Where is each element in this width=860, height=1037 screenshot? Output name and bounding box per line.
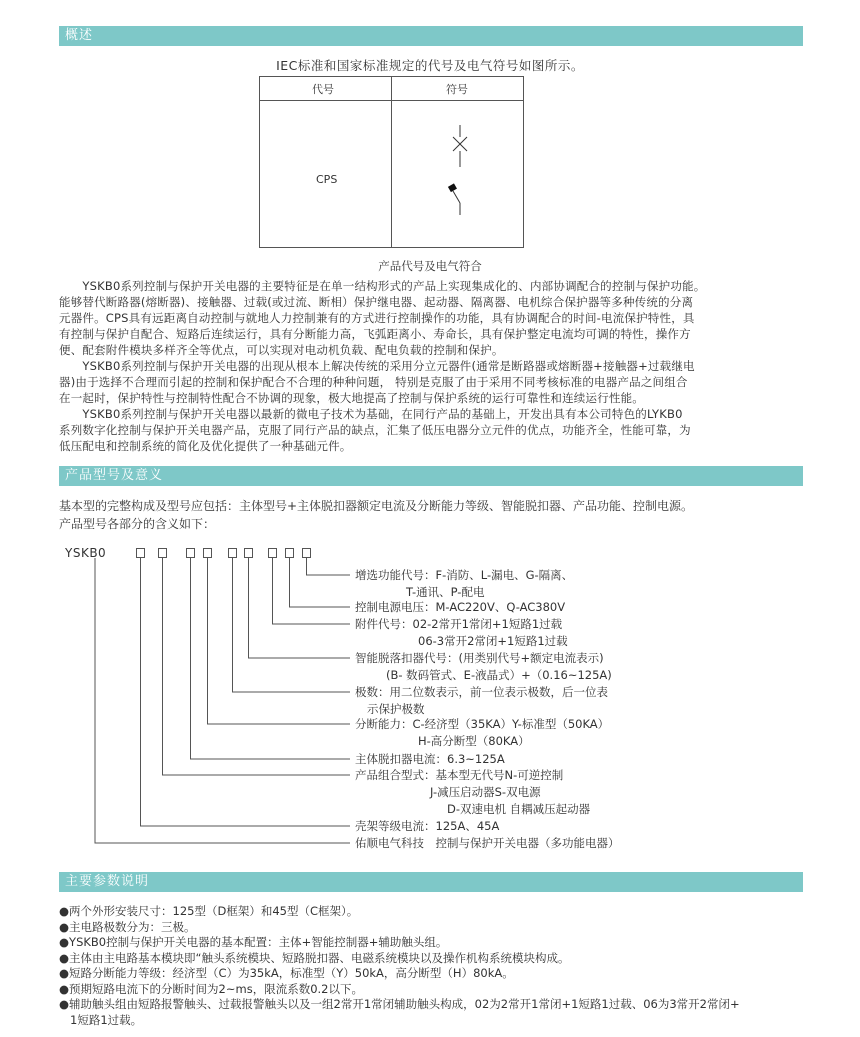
label-control-voltage: 控制电源电压：M-AC220V、Q-AC380V (355, 600, 566, 614)
list-item-cont: 1短路1过载。 (70, 1012, 143, 1027)
model-lead-2: 产品型号各部分的含义如下： (59, 517, 216, 531)
params-list (59, 904, 740, 1028)
label-combination-cont2: D-双速电机 自耦减压起动器 (447, 802, 591, 816)
label-smart-trip-cont: (B- 数码管式、E-液晶式）+（0.16~125A) (386, 668, 612, 682)
list-item: ●辅助触头组由短路报警触头、过载报警触头以及一组2常开1常闭辅助触头构成，02为2常开1常闭+1短路1过载、06为3常开2常闭+ (59, 997, 740, 1011)
section-title: 主要参数说明 (65, 874, 150, 889)
overview-paragraph-2: YSKB0系列控制与保护开关电器的出现从根本上解决传统的采用分立元器件(通常是断路器或熔断器+接触器+过载继电 器)由于选择不合理而引起的控制和保护配合不合理的种种问题， 特别是克服了由于采用不同考核标准的电器产品之间组合 在一起时，保护特性与控制特性配合不协调的现象，极大地提高了控制与保护系统的运行可靠性和连续运行性能。 (59, 359, 695, 405)
list-item: ●短路分断能力等级：经济型（C）为35kA，标准型（Y）50kA，高分断型（H）80kA。 (59, 966, 514, 980)
section-title: 概述 (65, 28, 94, 43)
section-title: 产品型号及意义 (65, 468, 164, 483)
label-optional-function: 增选功能代号：F-消防、L-漏电、G-隔离、 (355, 568, 574, 582)
label-smart-trip: 智能脱落扣器代号：(用类别代号+额定电流表示) (355, 651, 604, 665)
label-accessory-cont: 06-3常开2常闭+1短路1过载 (418, 634, 568, 648)
list-item: ●主体由主电路基本模块即“触头系统模块、短路脱扣器、电磁系统模块以及操作机构系统模块构成。 (59, 950, 570, 965)
overview-paragraph-3: YSKB0系列控制与保护开关电器以最新的微电子技术为基础，在同行产品的基础上，开发出具有本公司特色的LYKB0 系列数字化控制与保护开关电器产品，克服了同行产品的缺点，汇集了低压电器分立元件的优点，功能齐全，性能可靠，为 低压配电和控制系统的简化及优化提供了一种基础元件。 (59, 407, 691, 453)
label-combination-cont1: J-减压启动器S-双电源 (430, 785, 541, 799)
label-poles-cont: 示保护极数 (367, 702, 425, 716)
list-item: ●两个外形安装尺寸：125型（D框架）和45型（C框架）。 (59, 904, 359, 918)
list-item: ●主电路极数分为：三极。 (59, 919, 196, 934)
list-item: ●YSKB0控制与保护开关电器的基本配置：主体+智能控制器+辅助触头组。 (59, 935, 448, 949)
table-header-symbol: 符号 (446, 83, 468, 96)
label-optional-function-cont: T-通讯、P-配电 (406, 585, 485, 599)
section-bar-params (59, 872, 803, 892)
symbol-intro: IEC标准和国家标准规定的代号及电气符号如图所示。 (276, 58, 584, 73)
model-lead-1: 基本型的完整构成及型号应包括：主体型号+主体脱扣器额定电流及分断能力等级、智能脱扣器、产品功能、控制电源。 (59, 499, 694, 513)
table-header-code: 代号 (312, 83, 334, 96)
label-main-trip-current: 主体脱扣器电流：6.3~125A (355, 752, 505, 766)
label-breaking-capacity-cont: H-高分断型（80KA） (418, 734, 530, 748)
model-prefix: YSKB0 (65, 546, 107, 560)
label-combination: 产品组合型式：基本型无代号N-可逆控制 (355, 768, 564, 782)
product-code: CPS (316, 173, 338, 186)
table-caption: 产品代号及电气符合 (378, 259, 482, 273)
list-item: ●预期短路电流下的分断时间为2~ms，限流系数0.2以下。 (59, 981, 363, 996)
label-company: 佑顺电气科技 控制与保护开关电器（多功能电器） (355, 836, 620, 850)
label-frame-current: 壳架等级电流：125A、45A (355, 819, 500, 833)
label-accessory: 附件代号：02-2常开1常闭+1短路1过载 (355, 617, 563, 631)
label-poles: 极数：用二位数表示，前一位表示极数，后一位表 (355, 685, 608, 699)
overview-paragraph-1: YSKB0系列控制与保护开关电器的主要特征是在单一结构形式的产品上实现集成化的、内部协调配合的控制与保护功能。 能够替代断路器(熔断器)、接触器、过载(或过流、断相）保护继电器、起动器、隔离器、电机综合保护器等多种传统的分离 元器件。CPS具有远距离自动控制与就地人力控制兼有的方式进行控制操作的功能，具有协调配合的时间-电流保护特性，具 有控制与保护自配合、短路后连续运行，具有分断能力高，飞弧距离小、寿命长，具有保护整定电流均可调的特性，操作方 便、配套附件模块多样齐全等优点，可以实现对电动机负载、配电负载的控制和保护。 (59, 279, 706, 357)
label-breaking-capacity: 分断能力：C-经济型（35KA）Y-标准型（50KA） (355, 717, 610, 731)
